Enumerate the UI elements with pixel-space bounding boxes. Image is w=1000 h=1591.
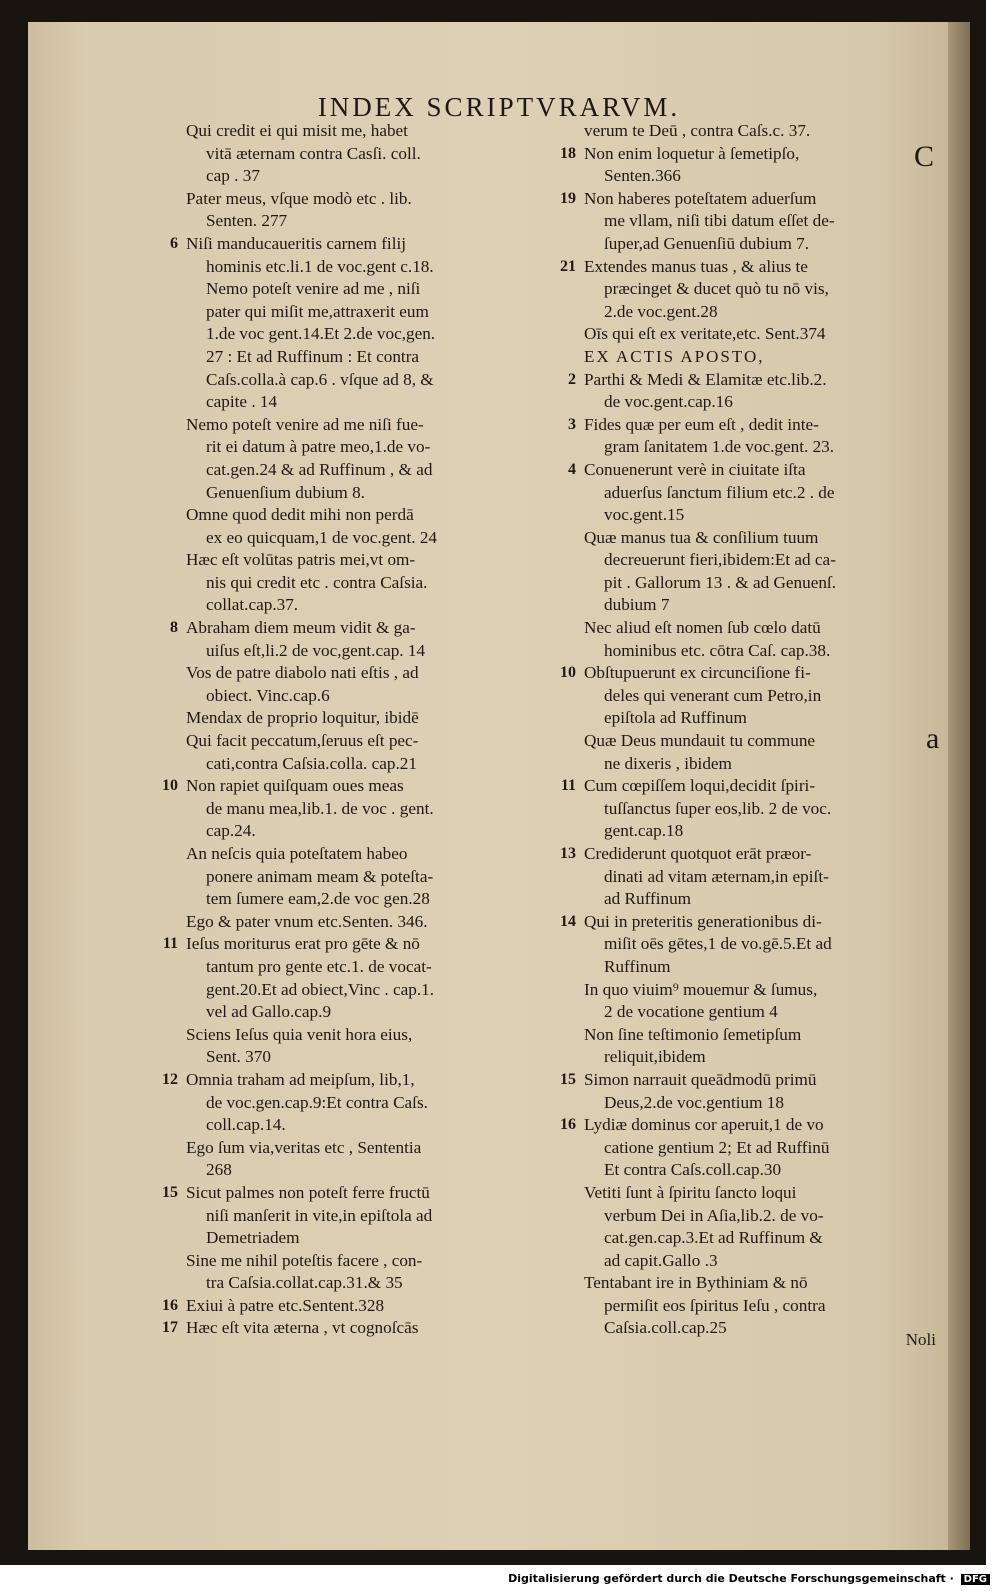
entry-line: ad Ruffinum (604, 889, 692, 909)
section-heading: EX ACTIS APOSTO, (584, 346, 765, 366)
entry-line: Omne quod dedit mihi non perdā (186, 505, 414, 525)
entry-line: 2 de vocatione gentium 4 (604, 1002, 778, 1022)
entry-line: ponere animam meam & poteſta- (206, 866, 434, 886)
page-title: INDEX SCRIPTVRARVM. (317, 92, 681, 122)
entry-line: Caſs.colla.à cap.6 . vſque ad 8, & (206, 369, 434, 389)
entry-line: Obſtupuerunt ex circunciſione fi- (584, 663, 811, 683)
verse-number: 19 (560, 189, 576, 207)
entry-line: præcinget & ducet quò tu nō vis, (604, 279, 829, 299)
entry-line: Sicut palmes non poteſt ferre fructū (186, 1182, 430, 1202)
index-entry (560, 775, 934, 843)
entry-line: voc.gent.15 (604, 505, 685, 525)
entry-line: cat.gen.cap.3.Et ad Ruffinum & (604, 1228, 823, 1248)
entry-line: hominibus etc. cōtra Caſ. cap.38. (604, 640, 831, 660)
verse-number: 8 (170, 619, 178, 637)
entry-line: cati,contra Caſsia.colla. cap.21 (206, 753, 417, 773)
verse-number: 10 (560, 664, 576, 682)
entry-line: reliquit,ibidem (604, 1047, 706, 1067)
index-entry (186, 662, 551, 707)
index-entry (186, 120, 551, 188)
verse-number: 16 (162, 1296, 178, 1314)
right-column (560, 120, 934, 1340)
entry-line: Nec aliud eſt nomen ſub cœlo datū (584, 618, 821, 638)
index-entry (162, 775, 551, 843)
entry-line: hominis etc.li.1 de voc.gent c.18. (206, 256, 434, 276)
index-entry (186, 549, 551, 617)
index-entry (560, 843, 934, 911)
entry-line: cat.gen.24 & ad Ruffinum , & ad (206, 459, 433, 479)
entry-line: deles qui venerant cum Petro,in (604, 685, 822, 705)
entry-line: Lydiæ dominus cor aperuit,1 de vo (584, 1115, 824, 1135)
entry-line: Hæc eſt vita æterna , vt cognoſcās (186, 1318, 419, 1338)
entry-line: de voc.gen.cap.9:Et contra Caſs. (206, 1092, 428, 1112)
index-entry (186, 1137, 551, 1182)
index-entry (186, 911, 551, 934)
index-entry (186, 1250, 551, 1295)
entry-line: Niſi manducaueritis carnem filij (186, 233, 407, 253)
entry-line: ex eo quicquam,1 de voc.gent. 24 (206, 527, 438, 547)
entry-line: Parthi & Medi & Elamitæ etc.lib.2. (584, 369, 827, 389)
entry-line: Qui in preteritis generationibus di- (584, 911, 822, 931)
verse-number: 18 (560, 144, 576, 162)
entry-line: Hæc eſt volūtas patris mei,vt om- (186, 550, 416, 570)
index-entry (584, 527, 934, 617)
entry-line: 1.de voc gent.14.Et 2.de voc,gen. (206, 324, 436, 344)
entry-line: In quo viuim⁹ mouemur & ſumus, (584, 979, 818, 999)
entry-line: Ruffinum (604, 956, 671, 976)
entry-line: Ieſus moriturus erat pro gēte & nō (186, 934, 420, 954)
entry-line: Sciens Ieſus quia venit hora eius, (186, 1024, 413, 1044)
entry-line: tra Caſsia.collat.cap.31.& 35 (206, 1273, 403, 1293)
entry-line: gent.cap.18 (604, 821, 684, 841)
entry-line: Conuenerunt verè in ciuitate iſta (584, 459, 806, 479)
index-entry (584, 1024, 934, 1069)
entry-line: Tentabant ire in Bythiniam & nō (584, 1273, 808, 1293)
entry-line: miſit oēs gētes,1 de vo.gē.5.Et ad (604, 934, 832, 954)
entry-line: de manu mea,lib.1. de voc . gent. (206, 798, 434, 818)
index-entry (186, 730, 551, 775)
entry-line: dubium 7 (604, 595, 670, 615)
entry-line: An neſcis quia poteſtatem habeo (186, 844, 408, 863)
entry-line: Simon narrauit queādmodū primū (584, 1069, 817, 1089)
entry-line: vitā æternam contra Casſi. coll. (206, 143, 421, 163)
index-entry (584, 1272, 934, 1340)
margin-mark-middle: a (926, 722, 940, 755)
entry-line: uiſus eſt,li.2 de voc,gent.cap. 14 (206, 640, 426, 660)
entry-line: aduerſus ſanctum filium etc.2 . de (604, 482, 835, 502)
margin-mark-top: C (914, 140, 935, 173)
verse-number: 12 (162, 1070, 178, 1088)
index-entry (186, 414, 551, 504)
entry-line: Omnia traham ad meipſum, lib,1, (186, 1069, 415, 1089)
index-entry (584, 730, 934, 775)
index-entry (584, 1182, 934, 1272)
entry-line: Exiui à patre etc.Sentent.328 (186, 1295, 385, 1315)
entry-line: ne dixeris , ibidem (604, 753, 732, 773)
entry-line: cap.24. (206, 821, 256, 841)
entry-line: decreuerunt fieri,ibidem:Et ad ca- (604, 550, 836, 570)
entry-line: vel ad Gallo.cap.9 (206, 1002, 332, 1022)
entry-line: Caſsia.coll.cap.25 (604, 1318, 727, 1338)
catchword: Noli (905, 1330, 936, 1349)
verse-number: 16 (560, 1116, 576, 1134)
index-entry (162, 1295, 551, 1318)
verse-number: 2 (568, 370, 576, 388)
entry-line: Nemo poteſt venire ad me , niſi (206, 279, 421, 299)
page-edge (948, 22, 970, 1550)
index-entry (162, 1069, 551, 1137)
verse-number: 15 (162, 1183, 178, 1201)
entry-line: Abraham diem meum vidit & ga- (186, 618, 416, 638)
index-entry (560, 188, 934, 256)
entry-line: Vos de patre diabolo nati eſtis , ad (186, 663, 419, 683)
index-entry (186, 504, 551, 549)
entry-line: Ego & pater vnum etc.Senten. 346. (186, 911, 428, 931)
entry-line: permiſit eos ſpiritus Ieſu , contra (604, 1295, 826, 1315)
index-entry (186, 1024, 551, 1069)
entry-line: Qui credit ei qui misit me, habet (186, 121, 408, 140)
entry-line: Senten.366 (604, 166, 681, 186)
left-column (162, 120, 551, 1340)
entry-line: rit ei datum à patre meo,1.de vo- (206, 437, 431, 457)
index-entry (584, 979, 934, 1024)
verse-number: 10 (162, 777, 178, 795)
index-entry (186, 188, 551, 233)
entry-line: de voc.gent.cap.16 (604, 392, 733, 412)
entry-line: me vllam, niſi tibi datum eſſet de- (604, 211, 835, 231)
index-entry (568, 369, 934, 414)
entry-line: Oīs qui eſt ex veritate,etc. Sent.374 (584, 324, 826, 344)
entry-line: Non enim loquetur à ſemetipſo, (584, 143, 800, 163)
index-entry (162, 1317, 551, 1340)
entry-line: niſi manſerit in vite,in epiſtola ad (206, 1205, 433, 1225)
entry-line: Vetiti ſunt à ſpiritu ſancto loqui (584, 1182, 797, 1202)
entry-line: dinati ad vitam æternam,in epiſt- (604, 866, 829, 886)
entry-line: Non haberes poteſtatem aduerſum (584, 188, 817, 208)
verse-number: 3 (568, 415, 576, 433)
footer-text: Digitalisierung gefördert durch die Deutsche Forschungsgemeinschaft (508, 1572, 946, 1585)
index-entry (186, 707, 551, 730)
entry-line: capite . 14 (206, 392, 278, 412)
verse-number: 6 (170, 234, 178, 252)
index-entry (162, 933, 551, 1023)
entry-line: pit . Gallorum 13 . & ad Genuenſ. (604, 572, 836, 592)
index-entry (560, 911, 934, 979)
entry-line: 2.de voc.gent.28 (604, 301, 718, 321)
entry-line: Fides quæ per eum eſt , dedit inte- (584, 414, 819, 434)
entry-line: obiect. Vinc.cap.6 (206, 685, 330, 705)
entry-line: gent.20.Et ad obiect,Vinc . cap.1. (206, 979, 435, 999)
footer-credit: Digitalisierung gefördert durch die Deutsche Forschungsgemeinschaft · DFG (508, 1572, 990, 1585)
index-entry (560, 256, 934, 324)
entry-line: Sent. 370 (206, 1047, 271, 1067)
index-entry (584, 323, 934, 346)
entry-line: pater qui miſit me,attraxerit eum (206, 301, 429, 321)
entry-line: tem ſumere eam,2.de voc gen.28 (206, 889, 430, 909)
verse-number: 21 (560, 257, 576, 275)
entry-line: Nemo poteſt venire ad me niſi fue- (186, 414, 424, 434)
entry-line: ſuper,ad Genuenſiū dubium 7. (604, 233, 810, 253)
dfg-logo: DFG (961, 1574, 990, 1585)
entry-line: cap . 37 (206, 166, 260, 186)
verse-number: 13 (560, 845, 576, 862)
index-entry (584, 120, 934, 143)
entry-line: Non ſine teſtimonio ſemetipſum (584, 1024, 802, 1044)
entry-line: Non rapiet quiſquam oues meas (186, 776, 404, 796)
index-entry (568, 459, 934, 527)
entry-line: tuſſanctus ſuper eos,lib. 2 de voc. (604, 798, 832, 818)
entry-line: tantum pro gente etc.1. de vocat- (206, 956, 432, 976)
index-entry (560, 662, 934, 730)
entry-line: Mendax de proprio loquitur, ibidē (186, 708, 419, 728)
index-entry (560, 143, 934, 188)
entry-line: collat.cap.37. (206, 595, 299, 615)
entry-line: Demetriadem (206, 1228, 300, 1248)
entry-line: Senten. 277 (206, 211, 288, 231)
index-entry (560, 1114, 934, 1182)
entry-line: ad capit.Gallo .3 (604, 1250, 718, 1270)
entry-line: verum te Deū , contra Caſs.c. 37. (584, 121, 811, 140)
index-entry (584, 617, 934, 662)
entry-line: Genuenſium dubium 8. (206, 482, 365, 502)
index-entry (560, 1069, 934, 1114)
entry-line: verbum Dei in Aſia,lib.2. de vo- (604, 1205, 824, 1225)
entry-line: Pater meus, vſque modò etc . lib. (186, 188, 412, 208)
entry-line: Sine me nihil poteſtis facere , con- (186, 1250, 423, 1270)
verse-number: 4 (568, 460, 576, 478)
entry-line: Crediderunt quotquot erāt præor- (584, 844, 812, 863)
verse-number: 15 (560, 1070, 576, 1088)
verse-number: 14 (560, 912, 576, 930)
entry-line: Cum cœpiſſem loqui,decidit ſpiri- (584, 776, 816, 796)
index-entry (568, 414, 934, 459)
entry-line: coll.cap.14. (206, 1115, 286, 1135)
verse-number: 11 (560, 777, 576, 795)
entry-line: 27 : Et ad Ruffinum : Et contra (206, 346, 420, 366)
verse-number: 11 (162, 935, 178, 953)
entry-line: Et contra Caſs.coll.cap.30 (604, 1160, 782, 1180)
entry-line: Qui facit peccatum,ſeruus eſt pec- (186, 731, 419, 751)
entry-line: 268 (206, 1160, 232, 1180)
entry-line: epiſtola ad Ruffinum (604, 708, 747, 728)
verse-number: 17 (162, 1319, 178, 1337)
entry-line: Quæ manus tua & conſilium tuum (584, 527, 819, 547)
entry-line: gram ſanitatem 1.de voc.gent. 23. (604, 437, 835, 457)
entry-line: Extendes manus tuas , & alius te (584, 256, 808, 276)
entry-line: Quæ Deus mundauit tu commune (584, 731, 816, 751)
index-entry (584, 346, 934, 369)
index-entry (162, 1182, 551, 1250)
entry-line: Deus,2.de voc.gentium 18 (604, 1092, 784, 1112)
entry-line: catione gentium 2; Et ad Ruffinū (604, 1137, 830, 1157)
entry-line: Ego ſum via,veritas etc , Sententia (186, 1137, 422, 1157)
entry-line: nis qui credit etc . contra Caſsia. (206, 572, 428, 592)
index-entry (170, 233, 551, 414)
index-entry (186, 843, 551, 911)
index-entry (170, 617, 551, 662)
